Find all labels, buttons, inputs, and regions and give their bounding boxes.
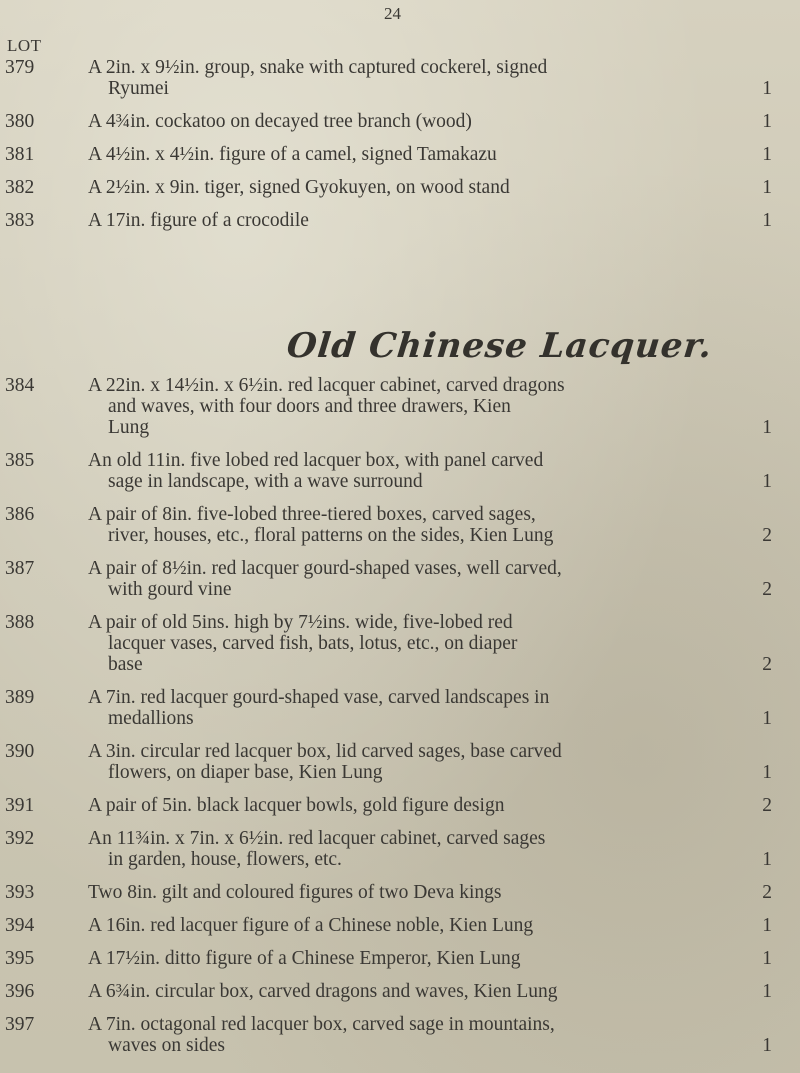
lot-quantity: 1 <box>762 78 772 99</box>
lot-quantity: 1 <box>762 111 772 132</box>
lot-number: 385 <box>5 450 35 471</box>
lot-description <box>88 375 748 438</box>
lot-quantity: 1 <box>762 1035 772 1056</box>
lot-description <box>88 450 748 492</box>
description-line: Two 8in. gilt and coloured figures of two Deva kings <box>88 882 502 903</box>
lot-description <box>88 915 748 936</box>
lot-quantity: 1 <box>762 708 772 729</box>
description-line: A 7in. red lacquer gourd-shaped vase, carved landscapes in <box>88 687 550 708</box>
lot-description <box>88 57 748 99</box>
description-line: A 2in. x 9½in. group, snake with captured cockerel, signed <box>88 57 548 78</box>
description-line: Lung <box>108 417 150 438</box>
description-line: A 17in. figure of a crocodile <box>88 210 309 231</box>
description-line: Ryumei <box>108 78 169 99</box>
lot-quantity: 1 <box>762 417 772 438</box>
description-line: A 6¾in. circular box, carved dragons and waves, Kien Lung <box>88 981 558 1002</box>
description-line: A 4½in. x 4½in. figure of a camel, signed Tamakazu <box>88 144 497 165</box>
description-line: waves on sides <box>108 1035 225 1056</box>
description-line: A 4¾in. cockatoo on decayed tree branch (wood) <box>88 111 472 132</box>
lot-number: 381 <box>5 144 35 165</box>
lot-quantity: 2 <box>762 654 772 675</box>
lot-description <box>88 177 748 198</box>
lot-description <box>88 741 748 783</box>
lot-description <box>88 612 748 675</box>
lot-number: 395 <box>5 948 35 969</box>
lot-quantity: 1 <box>762 981 772 1002</box>
lot-quantity: 2 <box>762 525 772 546</box>
description-line: and waves, with four doors and three drawers, Kien <box>108 396 511 417</box>
lot-quantity: 2 <box>762 882 772 903</box>
description-line: A 22in. x 14½in. x 6½in. red lacquer cabinet, carved dragons <box>88 375 565 396</box>
lot-description <box>88 828 748 870</box>
description-line: A 16in. red lacquer figure of a Chinese noble, Kien Lung <box>88 915 534 936</box>
lot-number: 394 <box>5 915 35 936</box>
description-line: A pair of 8in. five-lobed three-tiered boxes, carved sages, <box>88 504 536 525</box>
lot-number: 380 <box>5 111 35 132</box>
lot-description <box>88 882 748 903</box>
lot-description <box>88 981 748 1002</box>
lot-number: 392 <box>5 828 35 849</box>
lot-quantity: 1 <box>762 471 772 492</box>
description-line: An 11¾in. x 7in. x 6½in. red lacquer cabinet, carved sages <box>88 828 546 849</box>
description-line: A pair of 5in. black lacquer bowls, gold figure design <box>88 795 505 816</box>
lot-number: 391 <box>5 795 35 816</box>
description-line: A 3in. circular red lacquer box, lid carved sages, base carved <box>88 741 562 762</box>
description-line: A pair of 8½in. red lacquer gourd-shaped vases, well carved, <box>88 558 562 579</box>
lot-number: 383 <box>5 210 35 231</box>
lot-number: 390 <box>5 741 35 762</box>
lot-number: 382 <box>5 177 35 198</box>
lot-description <box>88 948 748 969</box>
description-line: sage in landscape, with a wave surround <box>108 471 423 492</box>
section-heading: Old Chinese Lacquer. <box>284 326 715 366</box>
lot-quantity: 2 <box>762 795 772 816</box>
description-line: medallions <box>108 708 194 729</box>
description-line: flowers, on diaper base, Kien Lung <box>108 762 383 783</box>
lot-quantity: 1 <box>762 849 772 870</box>
description-line: An old 11in. five lobed red lacquer box, with panel carved <box>88 450 544 471</box>
lot-number: 387 <box>5 558 35 579</box>
lot-quantity: 2 <box>762 579 772 600</box>
description-line: A 7in. octagonal red lacquer box, carved sage in mountains, <box>88 1014 555 1035</box>
lot-quantity: 1 <box>762 762 772 783</box>
description-line: in garden, house, flowers, etc. <box>108 849 342 870</box>
lot-number: 389 <box>5 687 35 708</box>
description-line: base <box>108 654 143 675</box>
lot-number: 386 <box>5 504 35 525</box>
lot-number: 388 <box>5 612 35 633</box>
lot-description <box>88 144 748 165</box>
lot-number: 393 <box>5 882 35 903</box>
page-number: 24 <box>384 4 401 23</box>
lot-description <box>88 558 748 600</box>
description-line: river, houses, etc., floral patterns on the sides, Kien Lung <box>108 525 554 546</box>
lot-description <box>88 504 748 546</box>
description-line: lacquer vases, carved fish, bats, lotus, etc., on diaper <box>108 633 518 654</box>
lot-quantity: 1 <box>762 177 772 198</box>
lot-number: 379 <box>5 57 35 78</box>
lot-number: 396 <box>5 981 35 1002</box>
lot-description <box>88 687 748 729</box>
lot-description <box>88 1014 748 1056</box>
lot-description <box>88 210 748 231</box>
lot-description <box>88 795 748 816</box>
lot-number: 397 <box>5 1014 35 1035</box>
lot-quantity: 1 <box>762 948 772 969</box>
lot-quantity: 1 <box>762 144 772 165</box>
lot-number: 384 <box>5 375 35 396</box>
lot-quantity: 1 <box>762 210 772 231</box>
lot-quantity: 1 <box>762 915 772 936</box>
lot-column-heading: LOT <box>7 36 42 55</box>
description-line: A 2½in. x 9in. tiger, signed Gyokuyen, on wood stand <box>88 177 510 198</box>
description-line: with gourd vine <box>108 579 232 600</box>
lot-description <box>88 111 748 132</box>
description-line: A 17½in. ditto figure of a Chinese Emperor, Kien Lung <box>88 948 521 969</box>
description-line: A pair of old 5ins. high by 7½ins. wide, five-lobed red <box>88 612 513 633</box>
